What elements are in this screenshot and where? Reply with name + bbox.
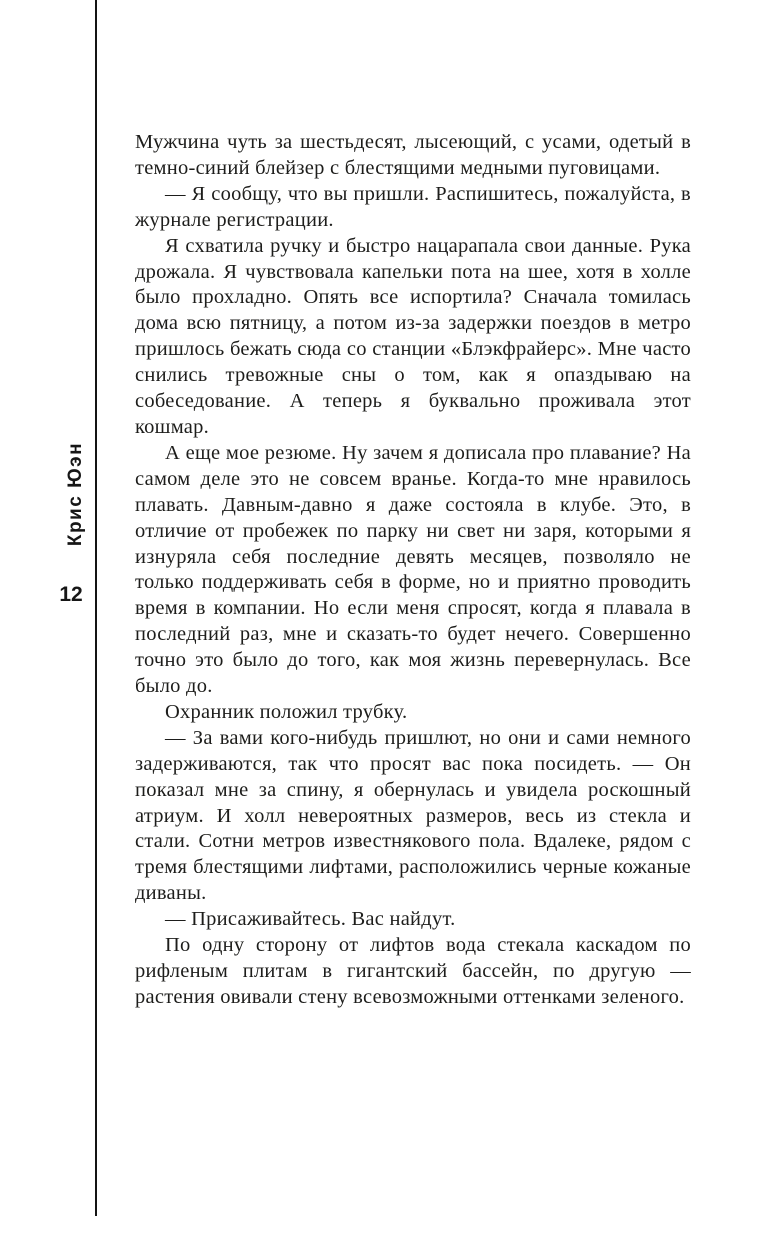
paragraph: Мужчина чуть за шестьдесят, лысеющий, с усами, одетый в темно-синий блейзер с блестящими медными пуговицами.	[135, 131, 691, 179]
paragraph: По одну сторону от лифтов вода стекала каскадом по рифленым плитам в гигантский бассейн, по другую — растения овивали стену всевозможными оттенками зеленого.	[135, 934, 691, 1008]
page-number: 12	[52, 582, 90, 608]
body-text	[135, 130, 691, 1011]
paragraph: — Я сообщу, что вы пришли. Распишитесь, пожалуйста, в журнале регистрации.	[135, 182, 691, 231]
paragraph: Я схватила ручку и быстро нацарапала свои данные. Рука дрожала. Я чувствовала капельки пота на шее, хотя в холле было прохладно. Опять все испортила? Сначала томилась дома всю пятницу, а потом из-за задержки поездов в метро пришлось бежать сюда со станции «Блэкфрайерс». Мне часто снились тревожные сны о том, как я опаздываю на собеседование. А теперь я буквально проживала этот кошмар.	[135, 234, 691, 438]
author-name-vertical: Крис Юэн	[65, 441, 86, 547]
paragraph: — Присаживайтесь. Вас найдут.	[165, 908, 456, 931]
paragraph: Охранник положил трубку.	[165, 700, 408, 723]
margin-rule	[95, 0, 97, 1216]
paragraph: А еще мое резюме. Ну зачем я дописала про плавание? На самом деле это не совсем вранье. Когда-то мне нравилось плавать. Давным-давно я даже состояла в клубе. Это, в отличие от пробежек по парку ни свет ни заря, которыми я изнуряла себя последние девять месяцев, позволяло не только поддерживать себя в форме, но и приятно проводить время в компании. Но если меня спросят, когда я плавала в последний раз, мне и сказать-то будет нечего. Совершенно точно это было до того, как моя жизнь перевернулась. Все было до.	[135, 441, 691, 698]
paragraph: — За вами кого-нибудь пришлют, но они и сами немного задерживаются, так что просят вас пока посидеть. — Он показал мне за спину, я обернулась и увидела роскошный атриум. И холл невероятных размеров, весь из стекла и стали. Сотни метров известнякового пола. Вдалеке, рядом с тремя блестящими лифтами, расположились черные кожаные диваны.	[135, 726, 691, 905]
